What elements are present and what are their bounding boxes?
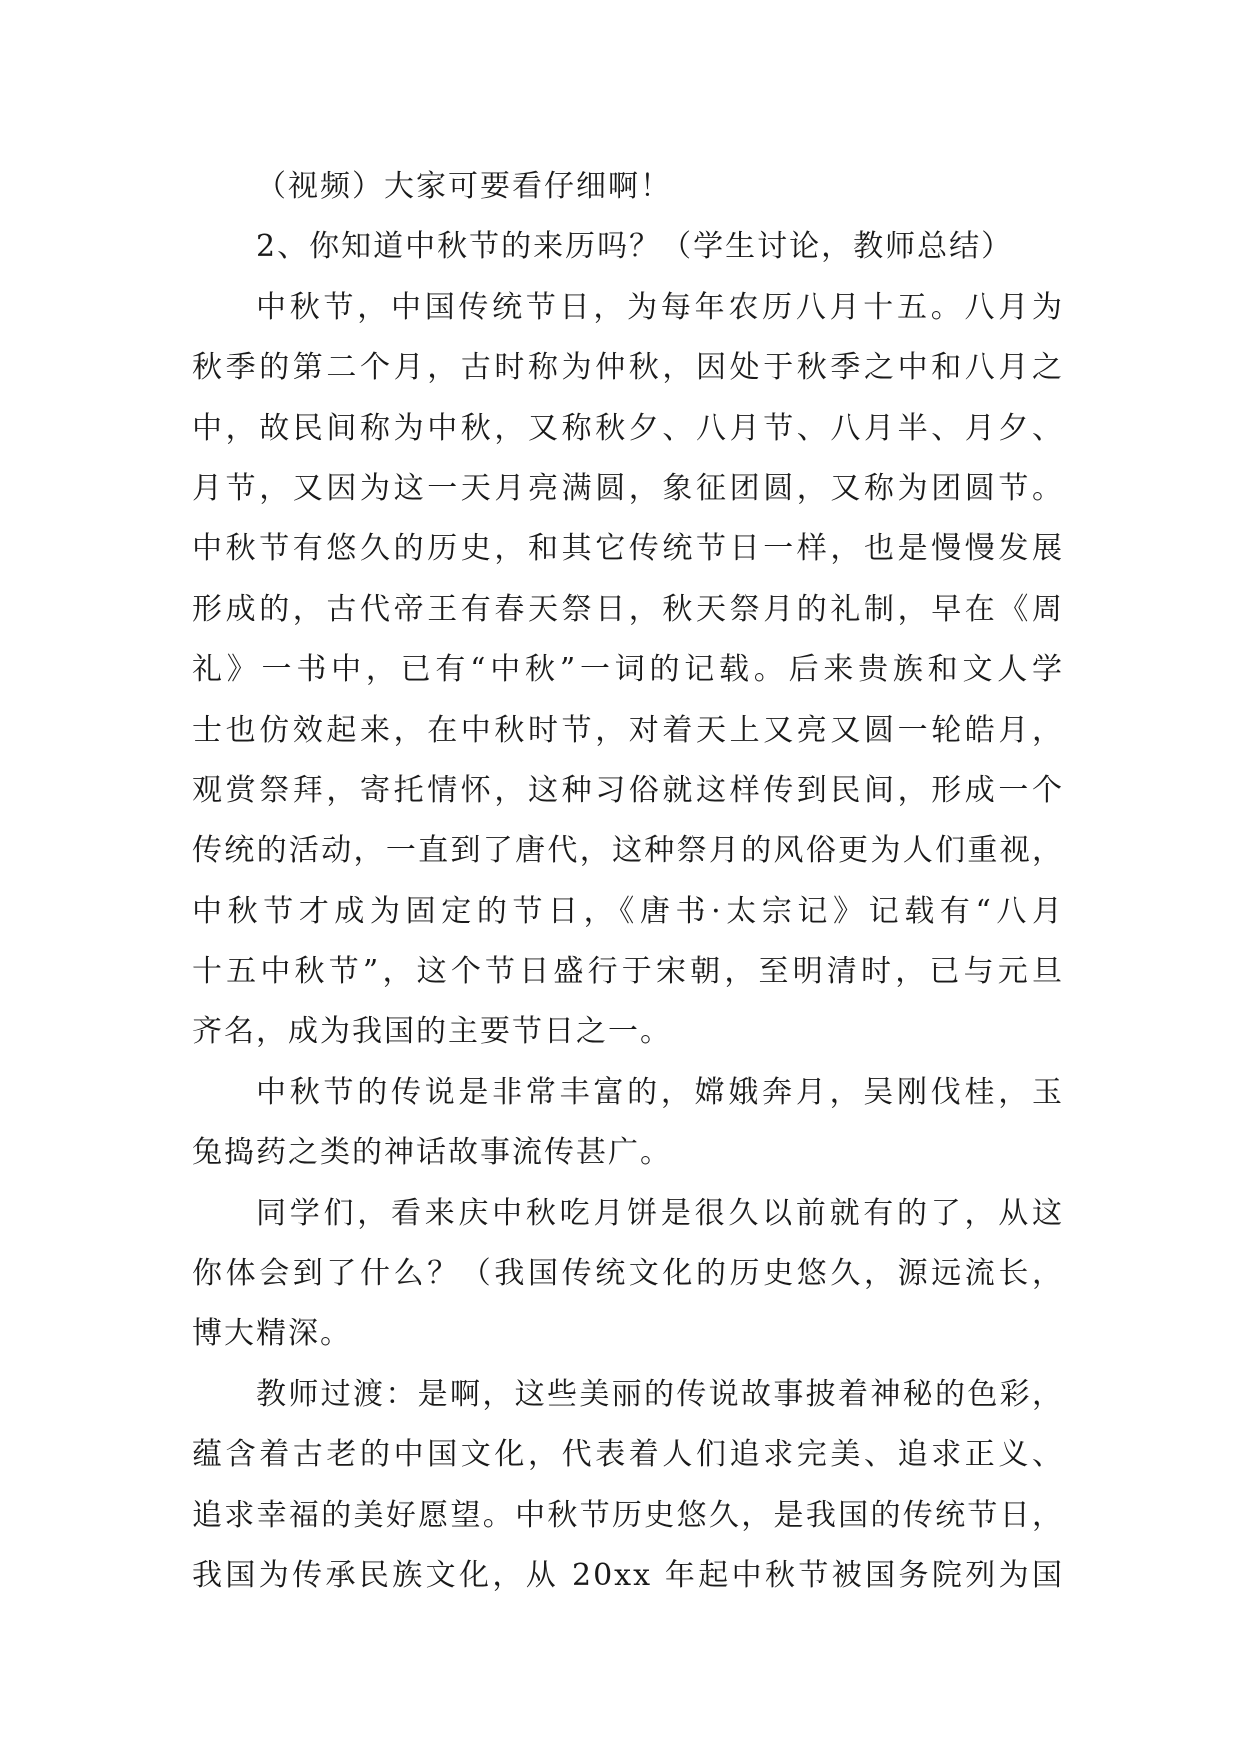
text-line: 秋季的第二个月，古时称为仲秋，因处于秋季之中和八月之	[192, 350, 1064, 386]
text-line: 你体会到了什么？（我国传统文化的历史悠久，源远流长，	[192, 1256, 1064, 1292]
text-line: 中秋节才成为固定的节日，《唐书·太宗记》记载有“八月	[192, 893, 1064, 929]
text-line: 追求幸福的美好愿望。中秋节历史悠久，是我国的传统节日，	[192, 1497, 1064, 1533]
text-line: 教师过渡：是啊，这些美丽的传说故事披着神秘的色彩，	[256, 1376, 1064, 1412]
text-line: 中秋节，中国传统节日，为每年农历八月十五。八月为	[256, 289, 1064, 325]
text-line: 形成的，古代帝王有春天祭日，秋天祭月的礼制，早在《周	[192, 591, 1064, 627]
text-line: 同学们，看来庆中秋吃月饼是很久以前就有的了，从这	[256, 1195, 1064, 1231]
text-line: 礼》一书中，已有“中秋”一词的记载。后来贵族和文人学	[192, 652, 1064, 688]
text-line: 中秋节的传说是非常丰富的，嫦娥奔月，吴刚伐桂，玉	[256, 1074, 1064, 1110]
text-line: 中，故民间称为中秋，又称秋夕、八月节、八月半、月夕、	[192, 410, 1064, 446]
text-line: 中秋节有悠久的历史，和其它传统节日一样，也是慢慢发展	[192, 531, 1064, 567]
text-line: 齐名，成为我国的主要节日之一。	[192, 1014, 672, 1050]
text-line: 十五中秋节”，这个节日盛行于宋朝，至明清时，已与元旦	[192, 954, 1064, 990]
text-line: 月节，又因为这一天月亮满圆，象征团圆，又称为团圆节。	[192, 470, 1064, 506]
text-line: 我国为传承民族文化，从 20xx 年起中秋节被国务院列为国	[192, 1557, 1064, 1593]
text-line: 2、你知道中秋节的来历吗？（学生讨论，教师总结）	[256, 229, 1014, 265]
text-line: 兔捣药之类的神话故事流传甚广。	[192, 1135, 672, 1171]
document-body	[192, 157, 1064, 1606]
text-line: 观赏祭拜，寄托情怀，这种习俗就这样传到民间，形成一个	[192, 772, 1064, 808]
text-line: 士也仿效起来，在中秋时节，对着天上又亮又圆一轮皓月，	[192, 712, 1064, 748]
text-line: 蕴含着古老的中国文化，代表着人们追求完美、追求正义、	[192, 1437, 1064, 1473]
text-line: 传统的活动，一直到了唐代，这种祭月的风俗更为人们重视，	[192, 833, 1064, 869]
text-line: 博大精深。	[192, 1316, 352, 1352]
text-line: （视频）大家可要看仔细啊！	[256, 169, 672, 204]
